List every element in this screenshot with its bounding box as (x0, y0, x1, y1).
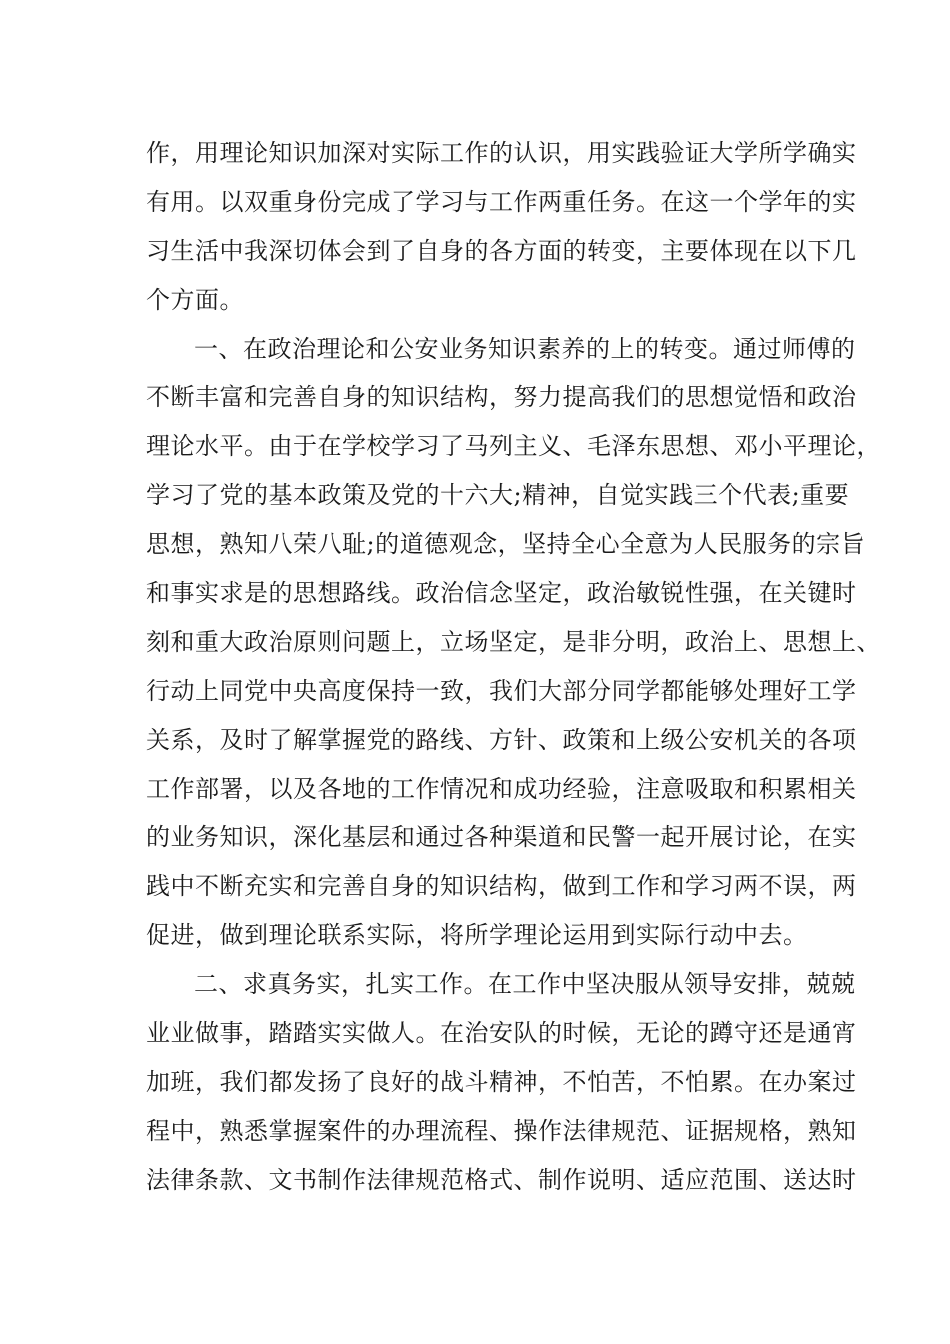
text-line: 思想，熟知八荣八耻;的道德观念，坚持全心全意为人民服务的宗旨 (146, 530, 866, 559)
text-line: 理论水平。由于在学校学习了马列主义、毛泽东思想、邓小平理论， (146, 432, 881, 461)
text-line: 加班，我们都发扬了良好的战斗精神，不怕苦，不怕累。在办案过 (146, 1067, 857, 1096)
text-line: 个方面。 (146, 285, 244, 314)
text-line: 践中不断充实和完善自身的知识结构，做到工作和学习两不误，两 (146, 872, 857, 901)
paragraph-start-line: 一、在政治理论和公安业务知识素养的上的转变。通过师傅的 (194, 334, 856, 363)
text-line: 行动上同党中央高度保持一致，我们大部分同学都能够处理好工学 (146, 676, 857, 705)
text-line: 有用。以双重身份完成了学习与工作两重任务。在这一个学年的实 (146, 187, 857, 216)
text-line: 促进，做到理论联系实际，将所学理论运用到实际行动中去。 (146, 921, 808, 950)
text-line: 刻和重大政治原则问题上，立场坚定，是非分明，政治上、思想上、 (146, 627, 881, 656)
body-text (146, 129, 881, 1205)
text-line: 作，用理论知识加深对实际工作的认识，用实践验证大学所学确实 (146, 139, 857, 167)
text-line: 学习了党的基本政策及党的十六大;精神，自觉实践三个代表;重要 (146, 481, 850, 510)
paragraph-start-line: 二、求真务实，扎实工作。在工作中坚决服从领导安排，兢兢 (194, 970, 856, 999)
text-line: 和事实求是的思想路线。政治信念坚定，政治敏锐性强，在关键时 (146, 579, 857, 608)
text-line: 关系，及时了解掌握党的路线、方针、政策和上级公安机关的各项 (146, 725, 857, 754)
text-line: 业业做事，踏踏实实做人。在治安队的时候，无论的蹲守还是通宵 (146, 1019, 857, 1048)
text-line: 程中，熟悉掌握案件的办理流程、操作法律规范、证据规格，熟知 (146, 1116, 857, 1145)
text-line: 习生活中我深切体会到了自身的各方面的转变，主要体现在以下几 (146, 236, 857, 265)
text-line: 的业务知识，深化基层和通过各种渠道和民警一起开展讨论，在实 (146, 823, 857, 852)
text-line: 不断丰富和完善自身的知识结构，努力提高我们的思想觉悟和政治 (146, 383, 857, 412)
text-line: 工作部署，以及各地的工作情况和成功经验，注意吸取和积累相关 (146, 774, 857, 803)
text-line: 法律条款、文书制作法律规范格式、制作说明、适应范围、送达时 (146, 1165, 857, 1194)
